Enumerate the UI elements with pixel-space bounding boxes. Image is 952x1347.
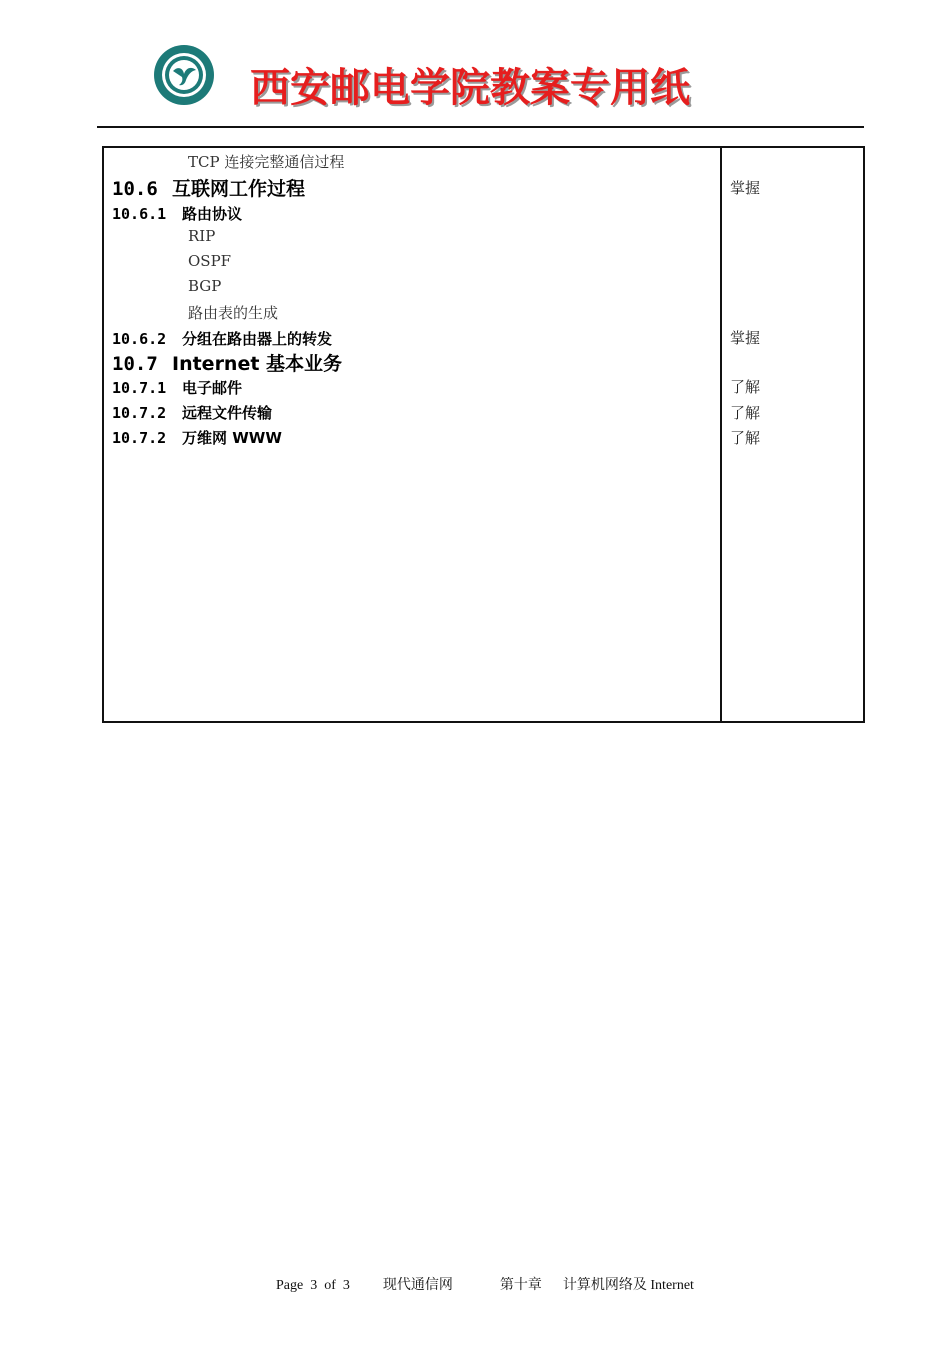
section-heading <box>112 349 342 376</box>
subsection-number: 10.6.2 <box>112 330 167 348</box>
lesson-plan-table <box>102 146 865 723</box>
subsection-title: 路由协议 <box>182 205 243 223</box>
of-label: of <box>324 1278 336 1293</box>
page-header <box>0 0 952 128</box>
column-divider <box>720 148 722 721</box>
university-seal-icon <box>153 44 215 106</box>
requirement-label: 掌握 <box>730 179 761 197</box>
subsection-number: 10.7.2 <box>112 429 167 447</box>
chapter-title: 计算机网络及 Internet <box>562 1278 694 1293</box>
subsection-heading <box>112 402 272 423</box>
subsection-heading <box>112 427 282 448</box>
header-divider <box>97 126 864 128</box>
requirement-label: 了解 <box>730 378 761 396</box>
requirement-label: 了解 <box>730 404 761 422</box>
section-title: Internet 基本业务 <box>172 353 343 375</box>
subsection-number: 10.7.2 <box>112 404 167 422</box>
requirement-label: 了解 <box>730 429 761 447</box>
list-item: OSPF <box>188 252 232 270</box>
list-item: 路由表的生成 <box>188 304 279 322</box>
subsection-heading <box>112 203 242 224</box>
subsection-heading <box>112 328 332 349</box>
list-item: BGP <box>188 277 222 295</box>
list-item: TCP 连接完整通信过程 <box>188 153 345 171</box>
section-number: 10.6 <box>112 178 158 200</box>
section-heading <box>112 174 305 201</box>
page-total: 3 <box>342 1278 350 1293</box>
subsection-heading <box>112 377 242 398</box>
subsection-title: 远程文件传输 <box>182 404 273 422</box>
subsection-title: 分组在路由器上的转发 <box>182 330 333 348</box>
subsection-title: 电子邮件 <box>182 379 243 397</box>
section-title: 互联网工作过程 <box>172 178 306 200</box>
subsection-number: 10.6.1 <box>112 205 167 223</box>
section-number: 10.7 <box>112 353 158 375</box>
subsection-title: 万维网 WWW <box>182 429 282 447</box>
subsection-number: 10.7.1 <box>112 379 167 397</box>
chapter-number: 第十章 <box>499 1278 542 1293</box>
page-footer <box>276 1274 694 1294</box>
page-label: Page <box>276 1278 304 1293</box>
list-item: RIP <box>188 227 216 245</box>
requirement-label: 掌握 <box>730 329 761 347</box>
header-title: 西安邮电学院教案专用纸 <box>250 65 690 111</box>
page-number: 3 <box>310 1278 318 1293</box>
course-name: 现代通信网 <box>382 1278 453 1293</box>
